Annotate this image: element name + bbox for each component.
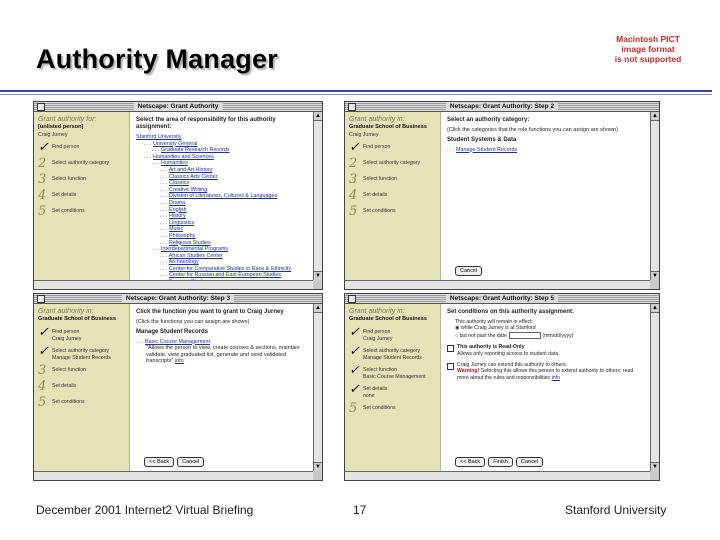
category-label: Manage Student Records: [136, 328, 209, 335]
step-label: Set conditions: [52, 399, 85, 405]
title-rule: [0, 90, 712, 92]
delegate-label: Craig Jurney can extend this authority to others.: [457, 361, 568, 368]
sidebar-org: Graduate School of Business: [38, 316, 117, 322]
tree-item: . . . Classics Arts Center: [160, 173, 218, 180]
system-label: Student Systems & Data: [447, 136, 517, 143]
step-number-icon: 5: [38, 204, 47, 219]
footer-page-number: 17: [353, 503, 367, 517]
function-description: "Allows the person to view, create courses & sections, maintain validate, view graduated list, generate and send validated transcripts": [146, 345, 300, 365]
tree-item: . . . Art and Art History: [160, 166, 213, 173]
step-value: Manage Student Records: [363, 354, 422, 361]
close-box-icon[interactable]: [348, 295, 356, 303]
finish-button[interactable]: Finish: [488, 457, 513, 467]
step-label: Select authority category: [363, 160, 421, 166]
step-5[interactable]: [38, 206, 125, 218]
tree-item: . . . Linguistics: [160, 219, 195, 226]
step-5[interactable]: [38, 397, 125, 409]
tree-link[interactable]: Philosophy: [169, 232, 196, 239]
step-number-icon: 2: [349, 156, 358, 171]
read-only-option[interactable]: [447, 344, 644, 357]
main-panel: [130, 112, 313, 280]
window-grant-authority-step5: [344, 293, 660, 481]
step-2[interactable]: [38, 158, 125, 170]
tree-link[interactable]: Humanities: [161, 160, 188, 167]
sidebar-person-name: Craig Jurney: [38, 132, 68, 138]
window-titlebar[interactable]: [34, 102, 322, 112]
window-title: Netscape: Grant Authority: Step 5: [446, 294, 558, 303]
category-list: [447, 147, 644, 154]
tree-item: . . . Center for Comparative Studies in Race & Ethnicity: [160, 265, 292, 272]
step-label: Select authority category: [52, 348, 110, 354]
tree-link[interactable]: English: [169, 206, 187, 213]
title-rule-thin: [0, 94, 712, 95]
scroll-down-icon[interactable]: ▼: [315, 273, 321, 279]
scroll-up-icon[interactable]: ▲: [652, 305, 658, 311]
window-titlebar[interactable]: [345, 102, 659, 112]
cancel-button[interactable]: Cancel: [455, 266, 482, 276]
check-icon: ✓: [38, 344, 49, 359]
step-value: none: [363, 392, 375, 399]
step-value: Basic Course Management: [363, 373, 426, 380]
check-icon: ✓: [349, 140, 360, 155]
window-title: Netscape: Grant Authority: [134, 102, 223, 111]
effect-label: This authority will remain in effect:: [455, 319, 534, 325]
step-2[interactable]: [349, 346, 436, 361]
scroll-up-icon[interactable]: ▲: [315, 305, 321, 311]
check-icon: ✓: [38, 140, 49, 155]
window-title: Netscape: Grant Authority: Step 2: [446, 102, 558, 111]
list-item: . . . Basic Course Management: [136, 338, 211, 345]
step-4[interactable]: [349, 384, 436, 399]
read-only-title: This authority is Read-Only: [457, 344, 525, 351]
horizontal-scrollbar[interactable]: [34, 280, 313, 289]
category-link[interactable]: Manage Student Records: [456, 146, 518, 153]
warning-label: Warning!: [457, 368, 480, 375]
tree-link[interactable]: African Studies Center: [168, 252, 223, 259]
window-grant-authority-step3: [33, 293, 323, 481]
check-icon: ✓: [349, 325, 360, 340]
window-titlebar[interactable]: [34, 294, 322, 304]
window-grant-authority-step2: [344, 101, 660, 290]
pict-line: Macintosh PICT: [616, 34, 680, 44]
step-1[interactable]: [349, 142, 436, 154]
steps-sidebar: [345, 304, 441, 471]
step-label: Set conditions: [363, 208, 396, 214]
steps-sidebar: [34, 304, 130, 471]
main-panel: [441, 112, 650, 280]
pict-line: is not supported: [614, 54, 682, 64]
org-tree: [136, 134, 307, 286]
scroll-up-icon[interactable]: ▲: [315, 113, 321, 119]
step-number-icon: 3: [38, 172, 47, 187]
tree-item: . . . Creative Writing: [160, 186, 208, 193]
step-1[interactable]: [349, 327, 436, 342]
tree-link[interactable]: University General: [153, 140, 198, 147]
step-3[interactable]: [38, 174, 125, 186]
tree-link[interactable]: Classics: [169, 180, 190, 187]
window-titlebar[interactable]: [345, 294, 659, 304]
slide-title: Authority Manager: [36, 44, 278, 74]
step-3[interactable]: [349, 174, 436, 186]
tree-item: . . . Drama: [160, 199, 186, 206]
scroll-down-icon[interactable]: ▼: [652, 464, 658, 470]
step-1[interactable]: [38, 327, 125, 342]
horizontal-scrollbar[interactable]: [34, 471, 313, 480]
step-number-icon: 5: [38, 395, 47, 410]
warning-text: Selecting this allows this person to extend authority to others; read more about the rules and responsibilities: [457, 368, 634, 381]
tree-item: . . . Humanities: [152, 160, 188, 167]
main-panel: [441, 304, 650, 471]
scroll-up-icon[interactable]: ▲: [652, 113, 658, 119]
footer-organization: Stanford University: [565, 503, 667, 517]
step-label: Find person: [363, 329, 391, 335]
step-number-icon: 3: [349, 172, 358, 187]
tree-link[interactable]: Division of Literatures, Cultures & Languages: [169, 193, 278, 200]
step-label: Find person: [52, 329, 80, 335]
step-label: Set conditions: [363, 405, 396, 411]
sidebar-person-name: Craig Jurney: [349, 132, 379, 138]
tree-link[interactable]: Interdepartmental Programs: [161, 246, 229, 253]
read-only-checkbox[interactable]: [447, 345, 454, 352]
tree-item: . . . University General: [144, 140, 198, 147]
step-number-icon: 5: [349, 204, 358, 219]
step-2[interactable]: [349, 158, 436, 170]
close-box-icon[interactable]: [37, 103, 45, 111]
date-field[interactable]: [509, 332, 541, 339]
window-grant-authority: [33, 101, 323, 290]
step-number-icon: 2: [38, 156, 47, 171]
back-button[interactable]: << Back: [455, 457, 485, 467]
tree-item: . . . Interdepartmental Programs: [152, 246, 229, 253]
step-value: Craig Jurney: [52, 335, 82, 342]
vertical-scrollbar[interactable]: [313, 112, 322, 280]
main-panel: [130, 304, 313, 471]
step-label: Select function: [363, 367, 398, 373]
tree-item: [136, 134, 307, 141]
tree-item: . . . Center for Russian and East European Studies: [160, 272, 282, 279]
sidebar-person-placeholder: [unlisted person]: [38, 124, 84, 130]
tree-link[interactable]: Linguistics: [169, 219, 195, 226]
sidebar-org: Graduate School of Business: [349, 316, 428, 322]
step-label: Select function: [363, 176, 398, 182]
step-label: Set details: [52, 192, 77, 198]
step-4[interactable]: [38, 190, 125, 202]
step-label: Select function: [52, 367, 87, 373]
step-label: Select function: [52, 176, 87, 182]
main-heading: Select the area of responsibility for this authority assignment:: [136, 117, 276, 130]
tree-link[interactable]: Graduate Research Records: [161, 147, 230, 154]
step-number-icon: 5: [349, 401, 358, 416]
close-box-icon[interactable]: [37, 295, 45, 303]
steps-sidebar: [345, 112, 441, 280]
info-link[interactable]: info: [174, 358, 184, 365]
sidebar-heading: Grant authority in:: [38, 308, 94, 315]
main-heading: Set conditions on this authority assignment:: [447, 309, 575, 315]
tree-item: . . . Graduate Research Records: [152, 147, 230, 154]
sidebar-heading: Grant authority in:: [349, 116, 405, 123]
main-subheading: (Click the functions you can assign are shown): [136, 319, 250, 325]
delegate-option[interactable]: [447, 362, 644, 381]
function-list: [136, 339, 307, 346]
tree-link[interactable]: Stanford University: [136, 134, 182, 140]
window-title: Netscape: Grant Authority: Step 3: [122, 294, 234, 303]
tree-link[interactable]: Art and Art History: [168, 166, 213, 173]
step-label: Set details: [363, 192, 388, 198]
main-heading: Select an authority category:: [447, 117, 530, 123]
radio-while-at-stanford[interactable]: while Craig Jurney is at Stanford: [460, 325, 536, 332]
step-label: Set conditions: [52, 208, 85, 214]
tree-item: . . . Philosophy: [160, 232, 196, 239]
tree-item: . . . History: [160, 213, 186, 220]
info-link[interactable]: info: [551, 374, 560, 381]
footer-event: December 2001 Internet2 Virtual Briefing: [36, 503, 254, 517]
list-item: . . . Manage Student Records: [447, 146, 518, 153]
cancel-button[interactable]: Cancel: [516, 457, 543, 467]
read-only-desc: Allows only reporting access to student data.: [457, 350, 560, 357]
tree-item: . . . Music: [160, 226, 184, 233]
main-heading: Click the function you want to grant to Craig Jurney: [136, 309, 284, 315]
back-button[interactable]: << Back: [144, 457, 174, 467]
horizontal-scrollbar[interactable]: [345, 280, 650, 289]
function-link[interactable]: Basic Course Management: [145, 338, 211, 345]
tree-item: . . . Humanities and Sciences: [144, 153, 214, 160]
step-number-icon: 3: [38, 363, 47, 378]
tree-item: . . . Division of Literatures, Cultures & Languages: [160, 193, 278, 200]
vertical-scrollbar[interactable]: [650, 112, 659, 280]
tree-link[interactable]: Humanities and Sciences: [153, 153, 214, 160]
step-label: Set details: [363, 386, 388, 392]
sidebar-heading: Grant authority in:: [349, 308, 405, 315]
step-3[interactable]: [349, 365, 436, 380]
step-label: Select authority category: [52, 160, 110, 166]
tree-link[interactable]: Creative Writing: [169, 186, 208, 193]
check-icon: ✓: [349, 363, 360, 378]
check-icon: ✓: [349, 382, 360, 397]
delegate-checkbox[interactable]: [447, 363, 454, 370]
scroll-down-icon[interactable]: ▼: [652, 273, 658, 279]
step-label: Find person: [52, 144, 80, 150]
tree-link[interactable]: Drama: [169, 199, 186, 206]
tree-link[interactable]: Music: [169, 226, 184, 233]
pict-unsupported-notice: [610, 34, 686, 64]
tree-link[interactable]: Classics Arts Center: [169, 173, 218, 180]
sidebar-org: Graduate School of Business: [349, 124, 428, 130]
tree-item: . . . Classics: [160, 180, 190, 187]
step-2[interactable]: [38, 346, 125, 361]
tree-item: . . . English: [160, 206, 187, 213]
vertical-scrollbar[interactable]: [650, 304, 659, 471]
vertical-scrollbar[interactable]: [313, 304, 322, 471]
date-hint: (mm/dd/yyyy): [542, 332, 574, 339]
step-value: Craig Jurney: [363, 335, 393, 342]
steps-sidebar: [34, 112, 130, 280]
step-label: Set details: [52, 383, 77, 389]
step-5[interactable]: [349, 403, 436, 415]
step-label: Select authority category: [363, 348, 421, 354]
close-box-icon[interactable]: [348, 103, 356, 111]
step-value: Manage Student Records: [52, 354, 111, 361]
tree-link[interactable]: History: [169, 213, 186, 220]
tree-link[interactable]: Religious Studies: [169, 239, 211, 246]
step-3[interactable]: [38, 365, 125, 377]
check-icon: ✓: [38, 325, 49, 340]
sidebar-heading: Grant authority for:: [38, 116, 97, 123]
step-label: Find person: [363, 144, 391, 150]
tree-link[interactable]: Center for Russian and East European Studies: [169, 272, 282, 279]
step-4[interactable]: [38, 381, 125, 393]
step-4[interactable]: [349, 190, 436, 202]
step-number-icon: 4: [38, 379, 47, 394]
step-5[interactable]: [349, 206, 436, 218]
tree-item: . . . African Studies Center: [160, 252, 223, 259]
step-number-icon: 4: [349, 188, 358, 203]
tree-item: . . . Archaeology: [160, 259, 199, 266]
check-icon: ✓: [349, 344, 360, 359]
pict-line: image format: [621, 44, 675, 54]
radio-not-past-date[interactable]: but not past the date: [459, 332, 507, 339]
step-number-icon: 4: [38, 188, 47, 203]
horizontal-scrollbar[interactable]: [345, 471, 650, 480]
tree-link[interactable]: Center for Comparative Studies in Race & Ethnicity: [169, 265, 292, 272]
step-1[interactable]: [38, 142, 125, 154]
cancel-button[interactable]: Cancel: [177, 457, 204, 467]
scroll-down-icon[interactable]: ▼: [315, 464, 321, 470]
main-subheading: (Click the categories that the role functions you can assign are shown): [447, 127, 618, 133]
tree-item: . . . Religious Studies: [160, 239, 211, 246]
tree-link[interactable]: Archaeology: [168, 259, 199, 266]
effect-option: This authority will remain in effect: ◉ while Craig Jurney is at Stanford ○ but not past the date (mm/dd/yyyy): [455, 319, 574, 339]
